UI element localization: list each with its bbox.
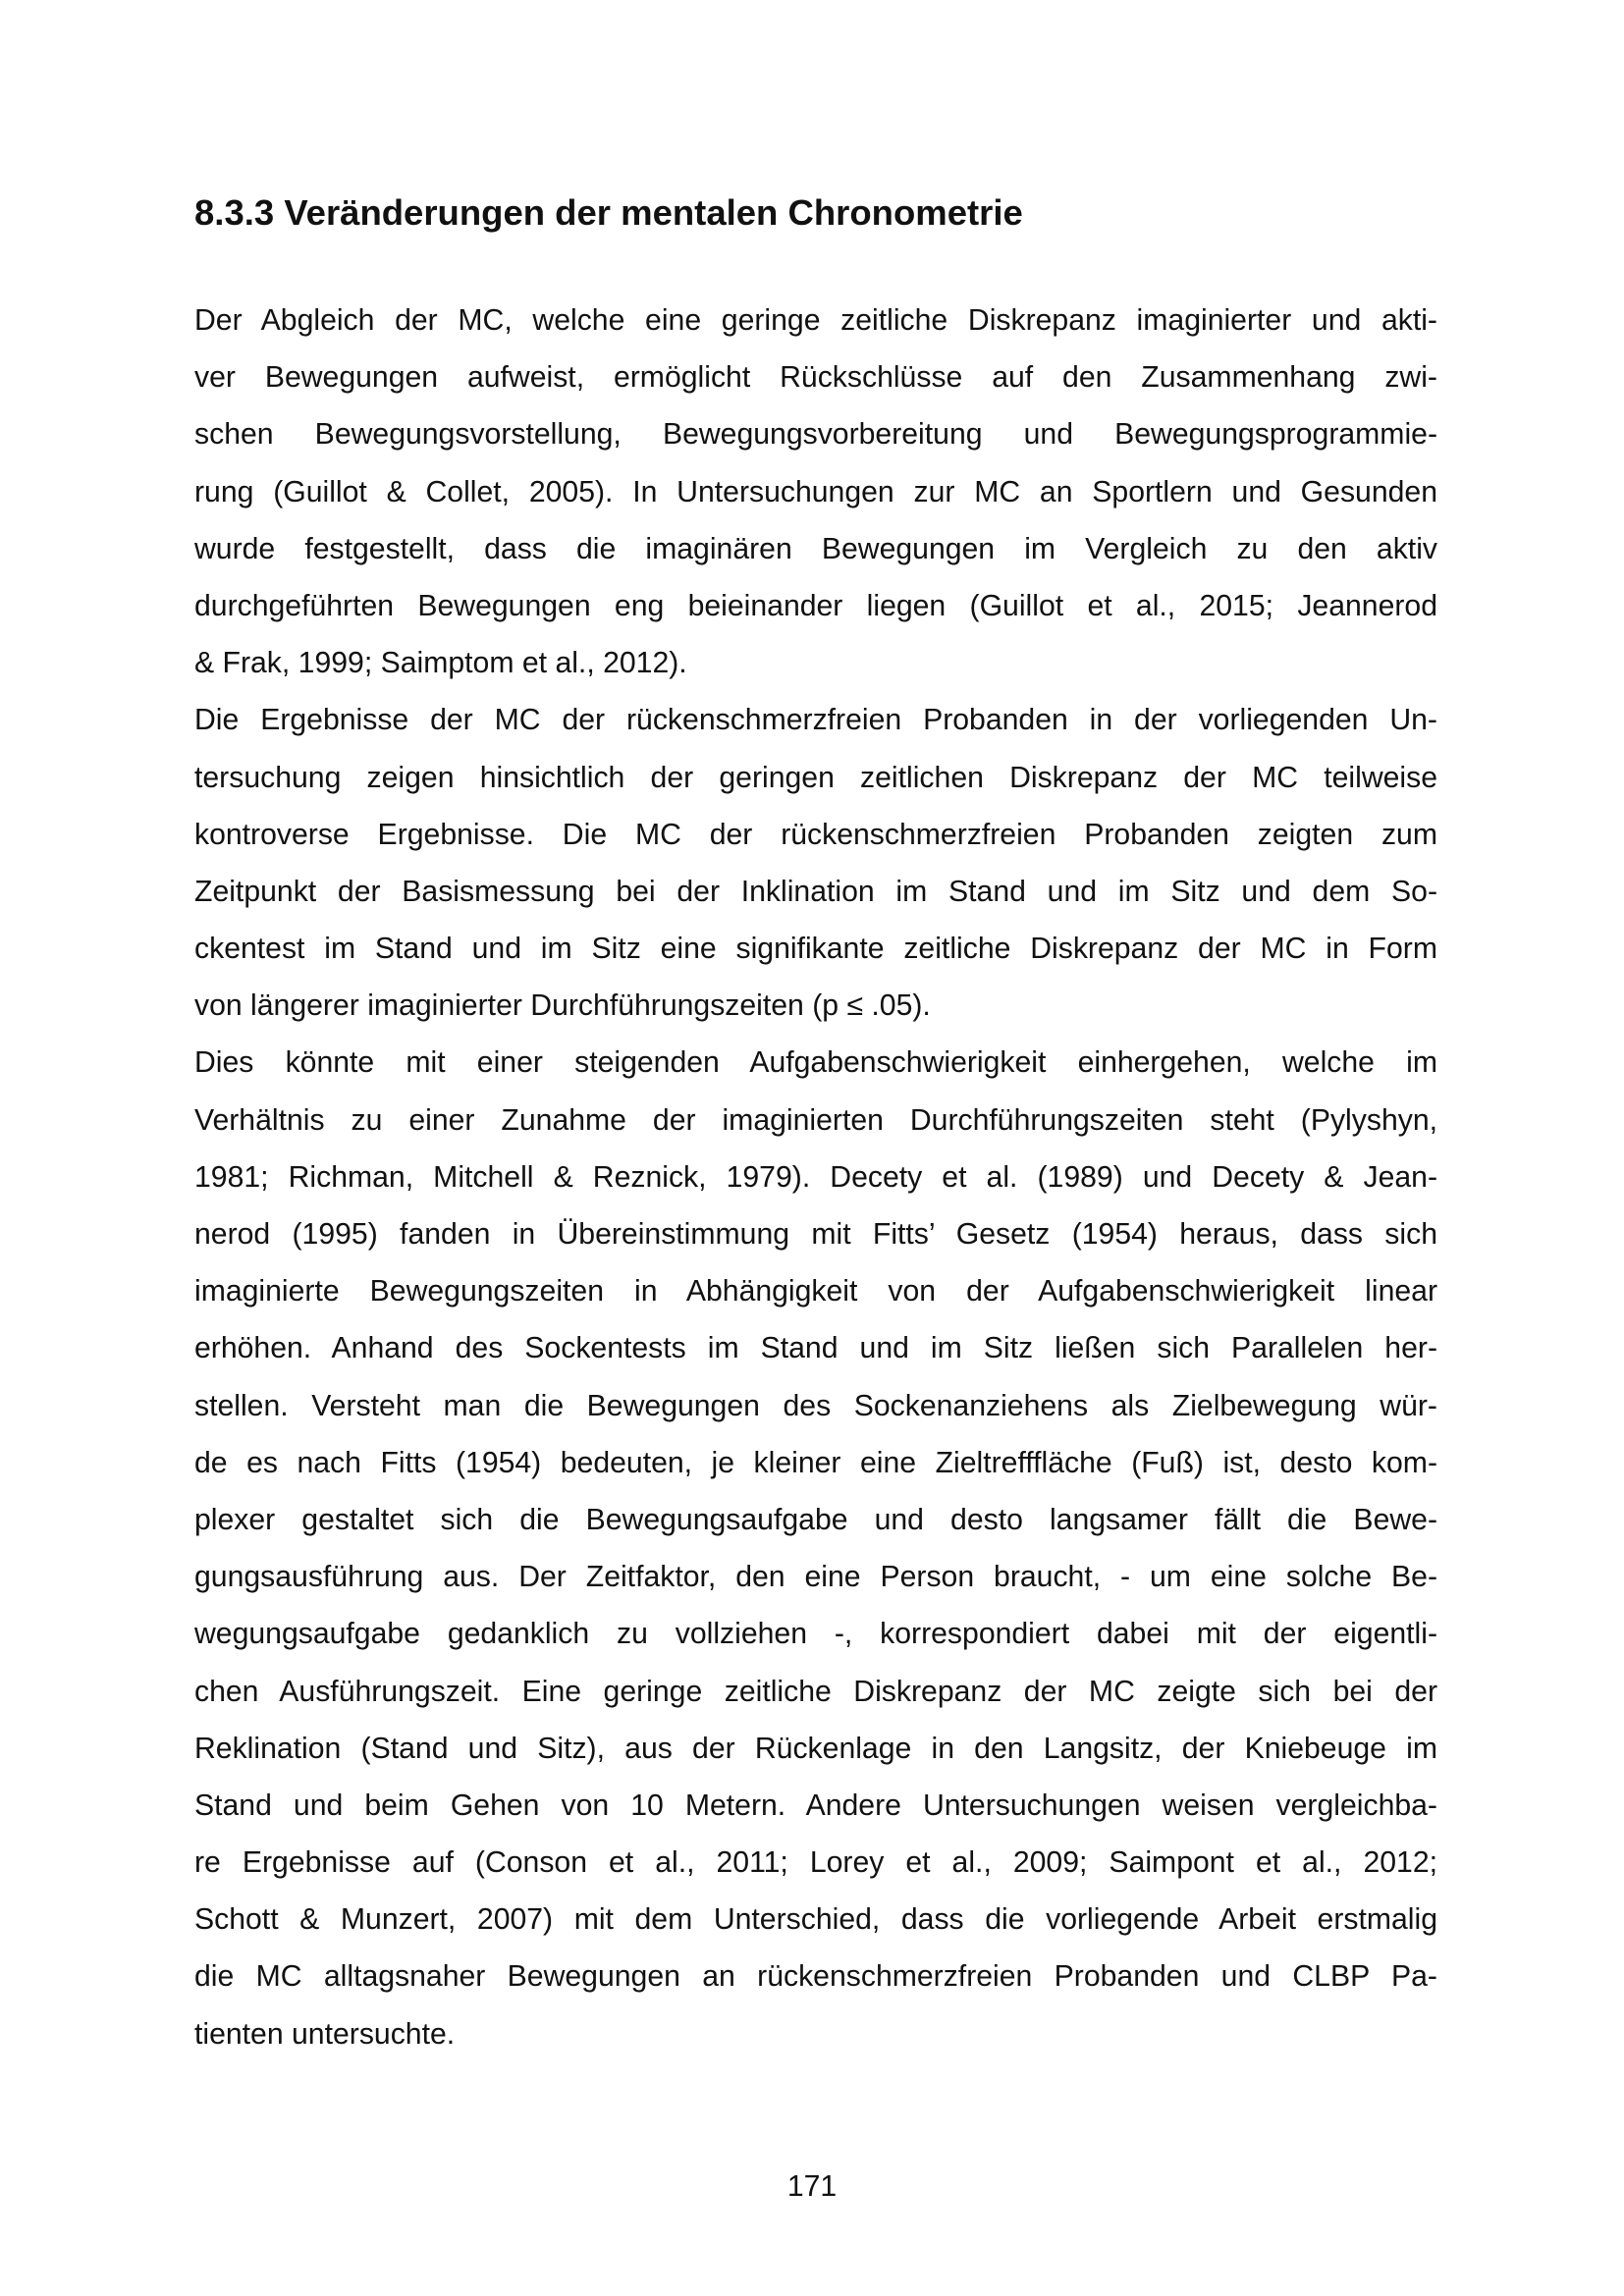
text-line: Die Ergebnisse der MC der rückenschmerzfreien Probanden in der vorliegenden Un- xyxy=(194,704,1437,737)
paragraph-1 xyxy=(194,293,1437,692)
paragraph-2 xyxy=(194,692,1437,1035)
text-line: stellen. Versteht man die Bewegungen des Sockenanziehens als Zielbewegung wür- xyxy=(194,1389,1437,1422)
text-line: wegungsaufgabe gedanklich zu vollziehen -, korrespondiert dabei mit der eigentli- xyxy=(194,1618,1437,1651)
text-line: tienten untersuchte. xyxy=(194,2017,456,2051)
text-line: schen Bewegungsvorstellung, Bewegungsvorbereitung und Bewegungsprogrammie- xyxy=(194,418,1437,452)
text-line: tersuchung zeigen hinsichtlich der geringen zeitlichen Diskrepanz der MC teilweise xyxy=(194,761,1437,794)
text-line: Verhältnis zu einer Zunahme der imaginierten Durchführungszeiten steht (Pylyshyn, xyxy=(194,1103,1437,1137)
text-line: Reklination (Stand und Sitz), aus der Rückenlage in den Langsitz, der Kniebeuge im xyxy=(194,1732,1437,1765)
text-line: Schott & Munzert, 2007) mit dem Unterschied, dass die vorliegende Arbeit erstmalig xyxy=(194,1903,1437,1937)
text-line: die MC alltagsnaher Bewegungen an rückenschmerzfreien Probanden und CLBP Pa- xyxy=(194,1960,1437,1994)
text-line: erhöhen. Anhand des Sockentests im Stand und im Sitz ließen sich Parallelen her- xyxy=(194,1332,1437,1365)
text-line: re Ergebnisse auf (Conson et al., 2011; Lorey et al., 2009; Saimpont et al., 2012; xyxy=(194,1846,1437,1880)
text-line: wurde festgestellt, dass die imaginären Bewegungen im Vergleich zu den aktiv xyxy=(194,532,1437,565)
page-number: 171 xyxy=(786,2170,838,2203)
text-line: 1981; Richman, Mitchell & Reznick, 1979). Decety et al. (1989) und Decety & Jean- xyxy=(194,1160,1437,1194)
text-line: de es nach Fitts (1954) bedeuten, je kleiner eine Zieltrefffläche (Fuß) ist, desto kom- xyxy=(194,1446,1437,1479)
text-line: gungsausführung aus. Der Zeitfaktor, den eine Person braucht, - um eine solche Be- xyxy=(194,1561,1437,1594)
body-text xyxy=(194,293,1437,2063)
text-line: Dies könnte mit einer steigenden Aufgabenschwierigkeit einhergehen, welche im xyxy=(194,1046,1437,1080)
text-line: Der Abgleich der MC, welche eine geringe zeitliche Diskrepanz imaginierter und akti- xyxy=(194,304,1437,337)
text-line: rung (Guillot & Collet, 2005). In Untersuchungen zur MC an Sportlern und Gesunden xyxy=(194,475,1437,508)
text-line: kontroverse Ergebnisse. Die MC der rückenschmerzfreien Probanden zeigten zum xyxy=(194,818,1437,851)
section-heading: 8.3.3 Veränderungen der mentalen Chronometrie xyxy=(194,192,1023,233)
text-line: Stand und beim Gehen von 10 Metern. Andere Untersuchungen weisen vergleichba- xyxy=(194,1789,1437,1822)
text-line: ver Bewegungen aufweist, ermöglicht Rückschlüsse auf den Zusammenhang zwi- xyxy=(194,361,1437,395)
text-line: durchgeführten Bewegungen eng beieinander liegen (Guillot et al., 2015; Jeannerod xyxy=(194,589,1437,622)
text-line: von längerer imaginierter Durchführungszeiten (p ≤ .05). xyxy=(194,989,931,1023)
text-line: plexer gestaltet sich die Bewegungsaufgabe und desto langsamer fällt die Bewe- xyxy=(194,1503,1437,1536)
text-line: nerod (1995) fanden in Übereinstimmung mit Fitts’ Gesetz (1954) heraus, dass sich xyxy=(194,1218,1437,1251)
text-line: Zeitpunkt der Basismessung bei der Inklination im Stand und im Sitz und dem So- xyxy=(194,875,1437,908)
paragraph-3 xyxy=(194,1035,1437,2062)
text-line: chen Ausführungszeit. Eine geringe zeitliche Diskrepanz der MC zeigte sich bei der xyxy=(194,1675,1437,1708)
text-line: imaginierte Bewegungszeiten in Abhängigkeit von der Aufgabenschwierigkeit linear xyxy=(194,1275,1437,1308)
text-line: ckentest im Stand und im Sitz eine signifikante zeitliche Diskrepanz der MC in Form xyxy=(194,933,1437,966)
text-line: & Frak, 1999; Saimptom et al., 2012). xyxy=(194,647,687,680)
